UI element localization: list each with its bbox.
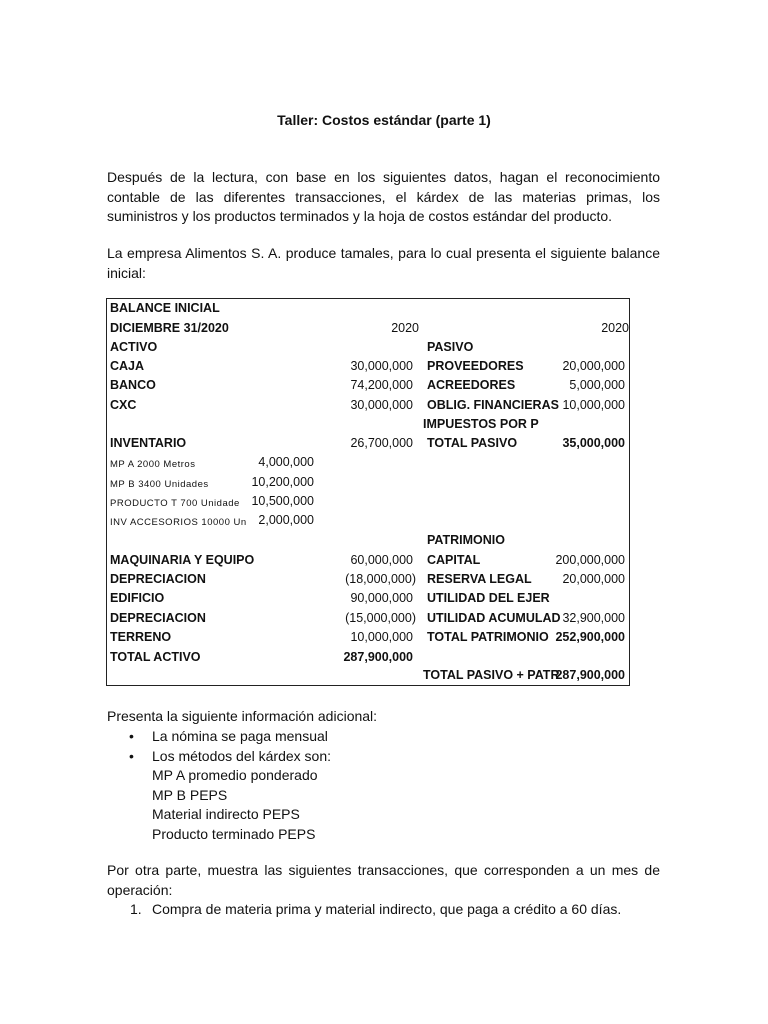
method-item: MP A promedio ponderado [152,767,318,783]
equity-label: UTILIDAD DEL EJER [427,591,550,605]
row-right-value: 20,000,000 [562,359,625,373]
total-pasivo-label: TOTAL PASIVO [427,436,518,450]
equity-value: 252,900,000 [555,630,625,644]
row-right-label: PROVEEDORES [427,359,524,373]
company-paragraph: La empresa Alimentos S. A. produce tamales, para lo cual presenta el siguiente balance inicial: [107,245,660,281]
page-title: Taller: Costos estándar (parte 1) [277,112,491,128]
impuestos-label: IMPUESTOS POR P [423,417,539,431]
asset-label: DEPRECIACION [110,572,206,586]
balance-header: BALANCE INICIAL [110,301,220,315]
row-right-value: 10,000,000 [562,398,625,412]
activo-label: ACTIVO [110,340,158,354]
transactions-list [107,900,621,920]
equity-label: TOTAL PATRIMONIO [427,630,549,644]
total-activo-value: 287,900,000 [343,650,413,664]
total-pasivo-patrimonio-value: 287,900,000 [555,668,625,682]
asset-value: 10,000,000 [350,630,413,644]
equity-label: RESERVA LEGAL [427,572,532,586]
list-item-text: Los métodos del kárdex son: [152,747,331,764]
transactions-paragraph: Por otra parte, muestra las siguientes transacciones, que corresponden a un mes de operación: [107,862,660,898]
balance-date: DICIEMBRE 31/2020 [110,321,229,335]
equity-value: 32,900,000 [562,611,625,625]
total-activo-label: TOTAL ACTIVO [110,650,201,664]
inventory-item-label: MP A 2000 Metros [110,459,196,470]
row-right-label: OBLIG. FINANCIERAS [427,398,559,412]
pasivo-label: PASIVO [427,340,474,354]
method-item: MP B PEPS [152,786,228,803]
row-value: 30,000,000 [350,359,413,373]
kardex-methods [152,766,318,844]
row-value: 30,000,000 [350,398,413,412]
inventory-item-label: MP B 3400 Unidades [110,479,209,490]
bullet-icon: • [129,728,134,744]
inventory-item-value: 4,000,000 [258,455,314,469]
inventario-value: 26,700,000 [350,436,413,450]
inventory-item-value: 10,500,000 [251,494,314,508]
info-bullets [107,727,331,766]
inventory-item-value: 10,200,000 [251,475,314,489]
asset-label: DEPRECIACION [110,611,206,625]
asset-label: MAQUINARIA Y EQUIPO [110,553,255,567]
equity-value: 20,000,000 [562,572,625,586]
step-number: 1. [130,901,142,917]
list-item [107,747,331,767]
asset-label: TERRENO [110,630,172,644]
inventory-item-label: INV ACCESORIOS 10000 Un [110,517,247,528]
asset-value: 60,000,000 [350,553,413,567]
row-value: 74,200,000 [350,378,413,392]
inventory-item-value: 2,000,000 [258,513,314,527]
row-right-value: 5,000,000 [569,378,625,392]
year-right: 2020 [601,321,629,335]
list-item-text: La nómina se paga mensual [152,728,328,744]
list-item [107,727,331,747]
step-text: Compra de materia prima y material indirecto, que paga a crédito a 60 días. [152,901,622,917]
equity-value: 200,000,000 [555,553,625,567]
inventario-label: INVENTARIO [110,436,187,450]
equity-label: CAPITAL [427,553,481,567]
asset-value: 90,000,000 [350,591,413,605]
info-title: Presenta la siguiente información adicional: [107,708,378,724]
row-right-label: ACREEDORES [427,378,516,392]
intro-paragraph: Después de la lectura, con base en los siguientes datos, hagan el reconocimiento contable de las diferentes transacciones, el kárdex de las materias primas, los suministros y los productos terminados y la hoja de costos estándar del producto. [107,169,660,224]
list-item [107,900,621,920]
method-item: Producto terminado PEPS [152,825,316,842]
row-label: CAJA [110,359,145,373]
total-pasivo-value: 35,000,000 [562,436,625,450]
balance-sheet-table [106,298,630,686]
method-item: Material indirecto PEPS [152,806,300,822]
year-left: 2020 [391,321,419,335]
asset-value: (18,000,000) [345,572,416,586]
total-pasivo-patrimonio-label: TOTAL PASIVO + PATR [423,668,560,682]
row-label: CXC [110,398,137,412]
equity-label: UTILIDAD ACUMULAD [427,611,561,625]
bullet-icon: • [129,747,134,764]
row-label: BANCO [110,378,156,392]
patrimonio-label: PATRIMONIO [427,533,506,547]
asset-value: (15,000,000) [345,611,416,625]
asset-label: EDIFICIO [110,591,165,605]
inventory-item-label: PRODUCTO T 700 Unidade [110,498,240,509]
